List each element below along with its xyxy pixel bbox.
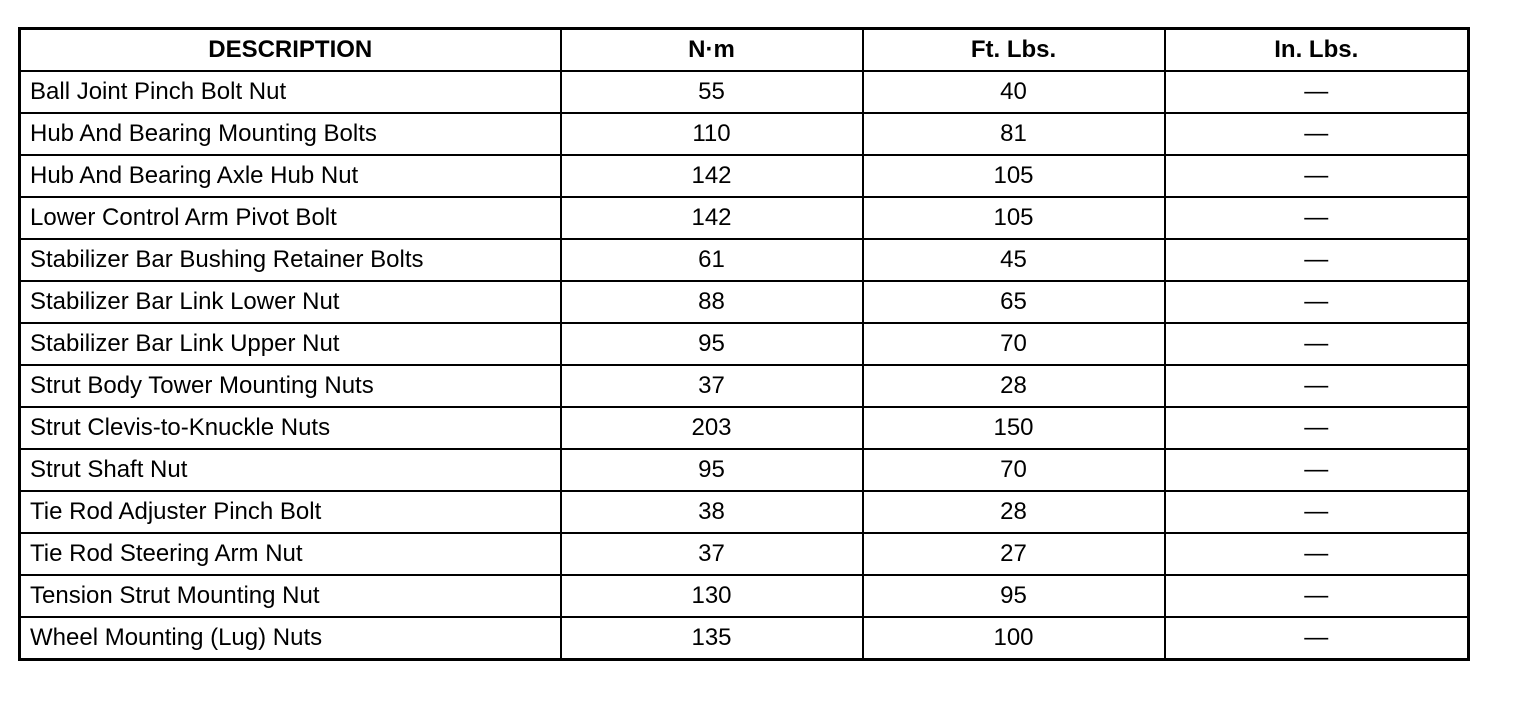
cell-ft-lbs: 40 bbox=[863, 71, 1165, 113]
cell-nm: 110 bbox=[561, 113, 863, 155]
cell-description: Strut Shaft Nut bbox=[20, 449, 561, 491]
table-row bbox=[20, 155, 1469, 197]
cell-description: Lower Control Arm Pivot Bolt bbox=[20, 197, 561, 239]
cell-nm: 142 bbox=[561, 197, 863, 239]
cell-ft-lbs: 150 bbox=[863, 407, 1165, 449]
cell-nm: 37 bbox=[561, 533, 863, 575]
header-in-lbs: In. Lbs. bbox=[1165, 29, 1469, 72]
cell-description: Stabilizer Bar Bushing Retainer Bolts bbox=[20, 239, 561, 281]
cell-in-lbs: — bbox=[1165, 239, 1469, 281]
cell-description: Tie Rod Adjuster Pinch Bolt bbox=[20, 491, 561, 533]
table-row bbox=[20, 575, 1469, 617]
cell-nm: 203 bbox=[561, 407, 863, 449]
cell-nm: 95 bbox=[561, 323, 863, 365]
cell-in-lbs: — bbox=[1165, 71, 1469, 113]
cell-description: Tie Rod Steering Arm Nut bbox=[20, 533, 561, 575]
cell-in-lbs: — bbox=[1165, 407, 1469, 449]
cell-in-lbs: — bbox=[1165, 155, 1469, 197]
cell-description: Hub And Bearing Mounting Bolts bbox=[20, 113, 561, 155]
cell-ft-lbs: 70 bbox=[863, 449, 1165, 491]
cell-ft-lbs: 81 bbox=[863, 113, 1165, 155]
table-row bbox=[20, 449, 1469, 491]
cell-ft-lbs: 28 bbox=[863, 491, 1165, 533]
torque-spec-table-container bbox=[18, 27, 1467, 661]
cell-ft-lbs: 28 bbox=[863, 365, 1165, 407]
cell-description: Stabilizer Bar Link Lower Nut bbox=[20, 281, 561, 323]
table-row bbox=[20, 617, 1469, 660]
cell-ft-lbs: 100 bbox=[863, 617, 1165, 660]
cell-ft-lbs: 65 bbox=[863, 281, 1165, 323]
cell-in-lbs: — bbox=[1165, 575, 1469, 617]
header-description: DESCRIPTION bbox=[20, 29, 561, 72]
cell-nm: 37 bbox=[561, 365, 863, 407]
header-ft-lbs: Ft. Lbs. bbox=[863, 29, 1165, 72]
table-row bbox=[20, 239, 1469, 281]
table-row bbox=[20, 365, 1469, 407]
cell-nm: 95 bbox=[561, 449, 863, 491]
cell-in-lbs: — bbox=[1165, 533, 1469, 575]
table-row bbox=[20, 197, 1469, 239]
table-row bbox=[20, 71, 1469, 113]
cell-nm: 38 bbox=[561, 491, 863, 533]
cell-description: Stabilizer Bar Link Upper Nut bbox=[20, 323, 561, 365]
cell-ft-lbs: 27 bbox=[863, 533, 1165, 575]
cell-nm: 130 bbox=[561, 575, 863, 617]
table-row bbox=[20, 407, 1469, 449]
table-row bbox=[20, 491, 1469, 533]
cell-nm: 142 bbox=[561, 155, 863, 197]
cell-nm: 135 bbox=[561, 617, 863, 660]
table-body bbox=[20, 71, 1469, 660]
table-row bbox=[20, 533, 1469, 575]
cell-description: Tension Strut Mounting Nut bbox=[20, 575, 561, 617]
table-header bbox=[20, 29, 1469, 72]
header-nm: N·m bbox=[561, 29, 863, 72]
cell-in-lbs: — bbox=[1165, 617, 1469, 660]
cell-ft-lbs: 105 bbox=[863, 155, 1165, 197]
cell-description: Hub And Bearing Axle Hub Nut bbox=[20, 155, 561, 197]
torque-spec-table bbox=[18, 27, 1470, 661]
cell-in-lbs: — bbox=[1165, 491, 1469, 533]
cell-ft-lbs: 95 bbox=[863, 575, 1165, 617]
cell-in-lbs: — bbox=[1165, 197, 1469, 239]
cell-ft-lbs: 45 bbox=[863, 239, 1165, 281]
cell-nm: 55 bbox=[561, 71, 863, 113]
cell-in-lbs: — bbox=[1165, 113, 1469, 155]
cell-nm: 88 bbox=[561, 281, 863, 323]
cell-description: Ball Joint Pinch Bolt Nut bbox=[20, 71, 561, 113]
cell-in-lbs: — bbox=[1165, 323, 1469, 365]
cell-in-lbs: — bbox=[1165, 281, 1469, 323]
header-row bbox=[20, 29, 1469, 72]
table-row bbox=[20, 113, 1469, 155]
table-row bbox=[20, 281, 1469, 323]
cell-in-lbs: — bbox=[1165, 449, 1469, 491]
cell-description: Strut Body Tower Mounting Nuts bbox=[20, 365, 561, 407]
cell-ft-lbs: 70 bbox=[863, 323, 1165, 365]
cell-in-lbs: — bbox=[1165, 365, 1469, 407]
table-row bbox=[20, 323, 1469, 365]
cell-description: Wheel Mounting (Lug) Nuts bbox=[20, 617, 561, 660]
cell-nm: 61 bbox=[561, 239, 863, 281]
cell-ft-lbs: 105 bbox=[863, 197, 1165, 239]
cell-description: Strut Clevis-to-Knuckle Nuts bbox=[20, 407, 561, 449]
